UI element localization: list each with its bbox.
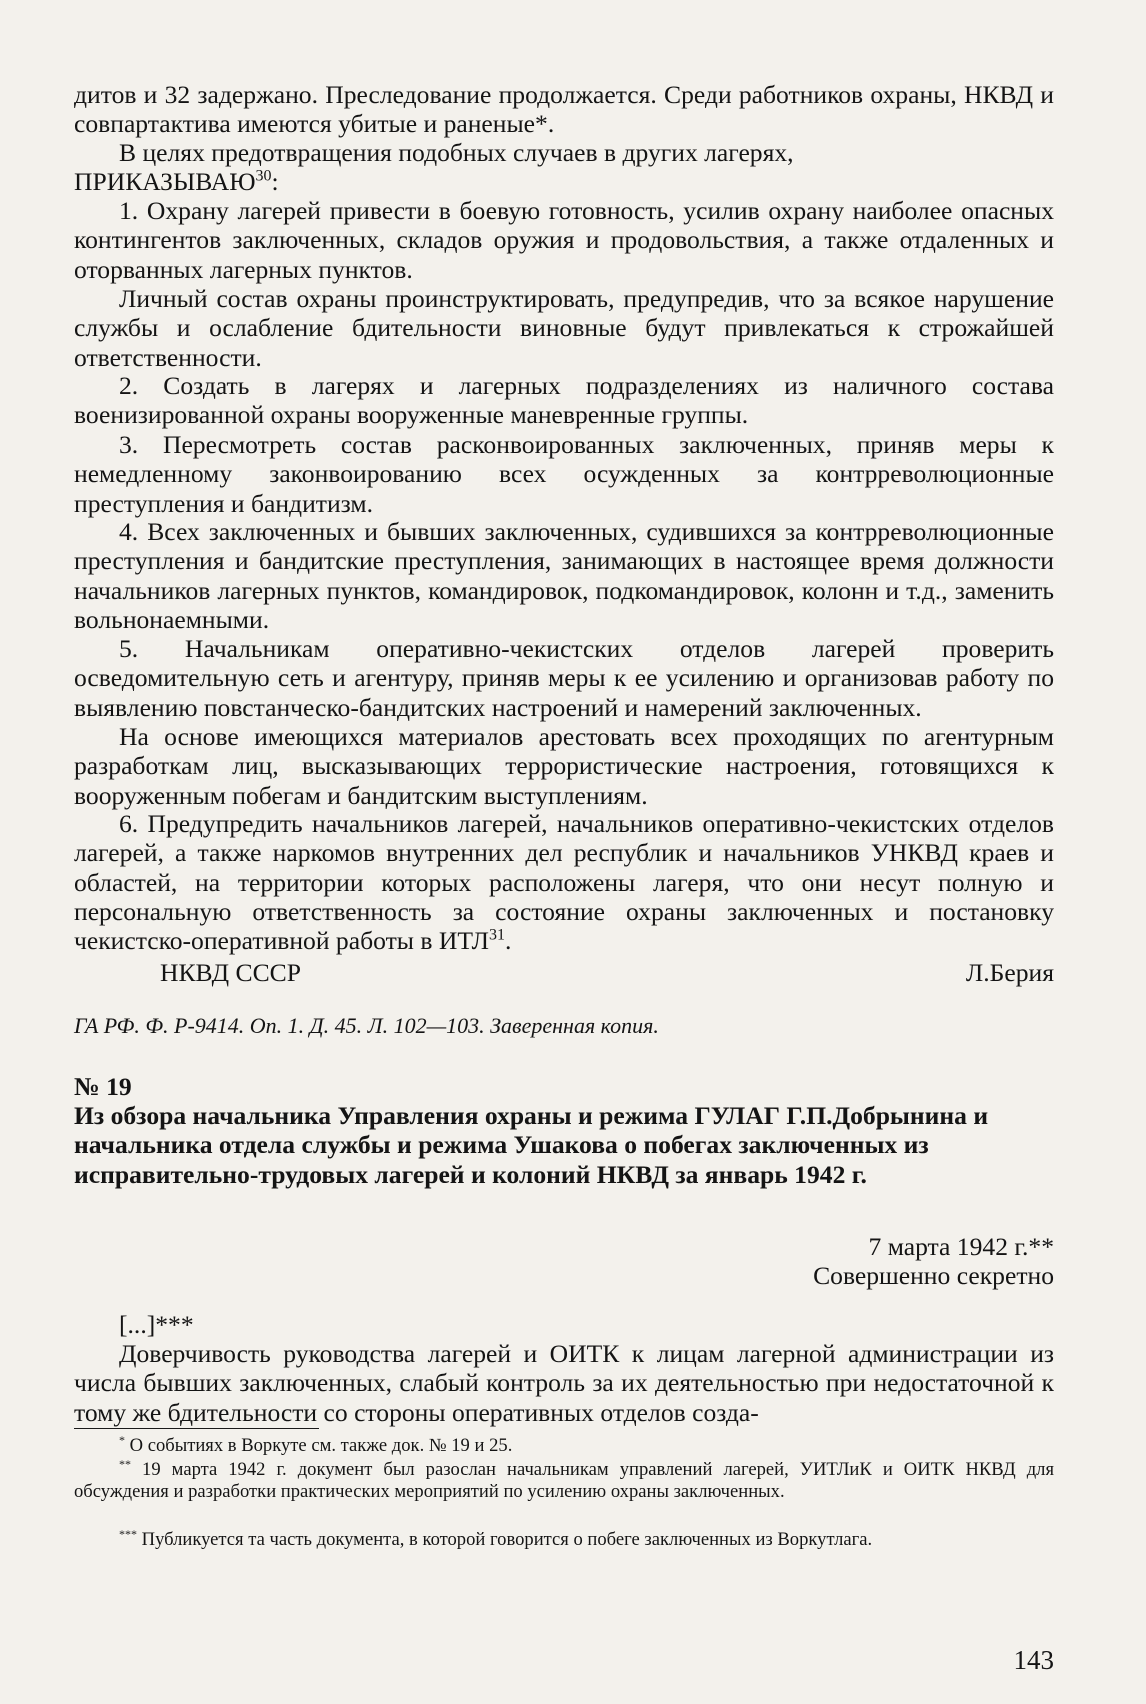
order-item-6-text: 6. Предупредить начальников лагерей, начальников оперативно-чекистских отделов лагерей, а также наркомов внутренних дел республик и начальников УНКВД краев и областей, на территории которых расположены лагеря, что они несут полную и персональную ответственность за состояние охраны заключенных и постановку чекистско-оперативной работы в ИТЛ <box>74 809 1054 956</box>
order-item-3: 3. Пересмотреть состав расконвоированных заключенных, приняв меры к немедленному законвоированию всех осужденных за контрреволюционные преступления и бандитизм. <box>74 430 1054 518</box>
order-item-6-footnote-ref: 31 <box>489 926 506 944</box>
order-item-1: 1. Охрану лагерей привести в боевую готовность, усилив охрану наиболее опасных контингентов заключенных, складов оружия и продовольствия, а также отдаленных и оторванных лагерных пунктов. <box>74 196 1054 284</box>
footnote-1-text: О событиях в Воркуте см. также док. № 19 и 25. <box>129 1435 513 1456</box>
order-item-4: 4. Всех заключенных и бывших заключенных, судившихся за контрреволюционные преступления и бандитские преступления, занимающих в настоящее время должности начальников лагерных пунктов, командировок, подкомандировок, колонн и т.д., заменить вольнонаемными. <box>74 517 1054 634</box>
document-title: Из обзора начальника Управления охраны и режима ГУЛАГ Г.П.Добрынина и начальника отдела службы и режима Ушакова о побегах заключенных из исправительно-трудовых лагерей и колоний НКВД за январь 1942 г. <box>74 1101 989 1189</box>
footnote-3 <box>74 1526 1054 1551</box>
order-footnote-ref: 30 <box>255 167 272 185</box>
signature-org: НКВД СССР <box>160 958 301 987</box>
footnote-3-mark: *** <box>119 1526 137 1541</box>
order-item-5: 5. Начальникам оперативно-чекистских отделов лагерей проверить осведомительную сеть и агентуру, приняв меры к ее усилению и организовав работу по выявлению повстанческо-бандитских настроений и намерений заключенных. <box>74 634 1054 722</box>
order-item-1-instruction: Личный состав охраны проинструктировать, предупредив, что за всякое нарушение службы и ослабление бдительности виновные будут привлекаться к строжайшей ответственности. <box>74 284 1054 372</box>
footnote-1 <box>74 1432 1054 1457</box>
order-item-5-arrest: На основе имеющихся материалов арестовать всех проходящих по агентурным разработкам лиц, высказывающих террористические настроения, готовящихся к вооруженным побегам и бандитским выступлениям. <box>74 722 1054 810</box>
order-heading: ПРИКАЗЫВАЮ$^{30}$: <box>74 167 279 196</box>
footnote-2 <box>74 1456 1054 1503</box>
page-number: 143 <box>1013 1645 1054 1675</box>
document-paragraph: Доверчивость руководства лагерей и ОИТК к лицам лагерной администрации из числа бывших заключенных, слабый контроль за их деятельностью при недостаточной к тому же бдительности со стороны оперативных отделов созда- <box>74 1339 1054 1427</box>
order-item-6: 6. Предупредить начальников лагерей, начальников оперативно-чекистских отделов лагерей, а также наркомов внутренних дел республик и начальников УНКВД краев и областей, на территории которых расположены лагеря, что они несут полную и персональную ответственность за состояние охраны заключенных и постановку чекистско-оперативной работы в ИТЛ$^{31}$. <box>74 809 1054 956</box>
document-number: № 19 <box>74 1072 132 1101</box>
signature-name: Л.Берия <box>965 958 1054 987</box>
footnote-rule <box>74 1428 319 1429</box>
archive-source: ГА РФ. Ф. Р-9414. Оп. 1. Д. 45. Л. 102—103. Заверенная копия. <box>74 1013 659 1038</box>
paragraph-purpose: В целях предотвращения подобных случаев в других лагерях, <box>119 138 794 167</box>
omission-mark: [...]*** <box>119 1310 194 1339</box>
footnote-3-text: Публикуется та часть документа, в которой говорится о побеге заключенных из Воркутлага. <box>141 1529 873 1550</box>
footnote-2-text: 19 марта 1942 г. документ был разослан начальникам управлений лагерей, УИТЛиК и ОИТК НКВД для обсуждения и разработки практических мероприятий по усилению охраны заключенных. <box>74 1459 1054 1502</box>
document-date: 7 марта 1942 г.** <box>868 1232 1054 1261</box>
paragraph-continuation: дитов и 32 задержано. Преследование продолжается. Среди работников охраны, НКВД и совпартактива имеются убитые и раненые*. <box>74 80 1054 139</box>
order-word: ПРИКАЗЫВАЮ <box>74 167 256 196</box>
footnote-1-mark: * <box>119 1432 125 1447</box>
order-item-2: 2. Создать в лагерях и лагерных подразделениях из наличного состава военизированной охраны вооруженные маневренные группы. <box>74 371 1054 430</box>
footnote-2-mark: ** <box>119 1456 131 1471</box>
classification-stamp: Совершенно секретно <box>813 1261 1054 1290</box>
